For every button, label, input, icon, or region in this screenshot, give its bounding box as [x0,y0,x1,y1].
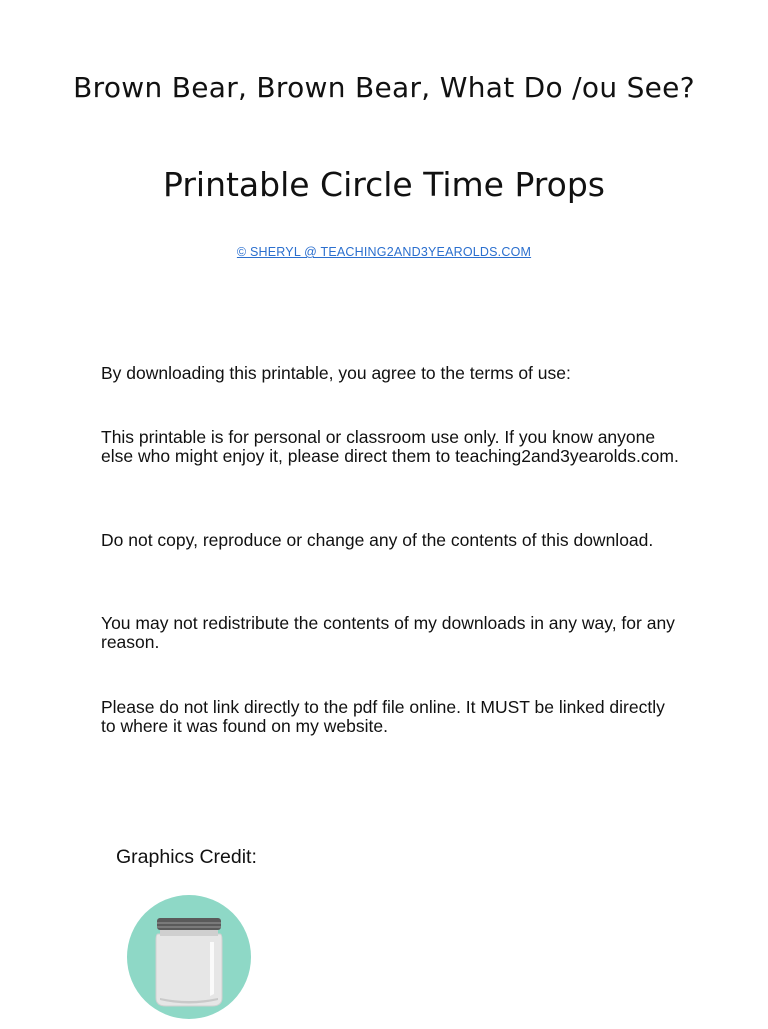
terms-intro-paragraph: By downloading this printable, you agree to the terms of use: [101,363,571,383]
terms-no-direct-link-paragraph: Please do not link directly to the pdf file online. It MUST be linked directly to where it was found on my website. [101,697,665,736]
credit-link[interactable]: © SHERYL @ TEACHING2AND3YEAROLDS.COM [236,245,532,259]
terms-no-copy-paragraph: Do not copy, reproduce or change any of the contents of this download. [101,530,654,550]
jar-graphic [126,890,252,1024]
document-title: Brown Bear, Brown Bear, What Do /ou See? [73,71,695,104]
terms-no-redistribute-paragraph: You may not redistribute the contents of my downloads in any way, for any reason. [101,613,675,652]
document-subtitle: Printable Circle Time Props [163,165,605,204]
graphics-credit-label: Graphics Credit: [116,846,257,868]
jar-icon [126,890,252,1024]
terms-personal-use-paragraph: This printable is for personal or classroom use only. If you know anyone else who might enjoy it, please direct them to teaching2and3yearolds.com. [101,427,679,466]
